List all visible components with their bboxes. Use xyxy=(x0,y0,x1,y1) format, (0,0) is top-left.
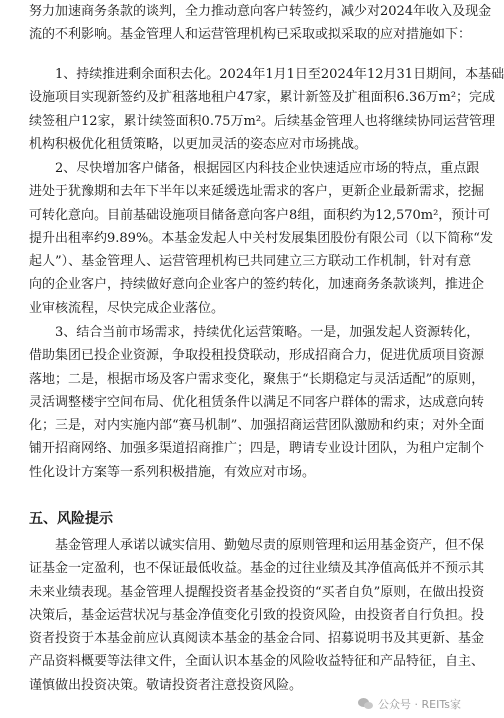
text-line: 努力加速商务条款的谈判，全力推动意向客户转签约，减少对2024年收入及现金 xyxy=(29,4,492,19)
text-line: 灵活调整楼宇空间布局、优化租赁条件以满足不同客户群体的需求，达成意向转 xyxy=(29,394,485,410)
risk-paragraph xyxy=(29,534,485,697)
text-line: 业审核流程，尽快完成企业落位。 xyxy=(29,300,225,316)
text-line: 基金管理人承诺以诚实信用、勤勉尽责的原则管理和运用基金资产，但不保 xyxy=(29,538,485,553)
text-line: 可转化意向。目前基础设施项目储备意向客户8组，面积约为12,570m²，预计可 xyxy=(29,207,491,223)
text-line: 性化设计方案等一系列积极措施，有效应对市场。 xyxy=(29,464,316,480)
text-line: 续签租户12家，累计续签面积0.75万m²。后续基金管理人也将继续协同运营管理 xyxy=(29,113,496,129)
measure-1-paragraph xyxy=(29,63,504,156)
watermark xyxy=(358,696,461,712)
text-line: 向的企业客户，持续做好意向企业客户的签约转化，加速商务条款谈判，推进企 xyxy=(29,277,485,293)
text-line: 机构积极优化租赁策略，以更加灵活的姿态应对市场挑战。 xyxy=(29,136,368,152)
text-line: 产品资料概要等法律文件，全面认识本基金的风险收益特征和产品特征，自主、 xyxy=(29,654,485,670)
measure-2-paragraph xyxy=(29,157,493,320)
text-line: 设施项目实现新签约及扩租落地租户47家，累计新签及扩租面积6.36万m²；完成 xyxy=(29,90,496,106)
text-line: 2、尽快增加客户储备，根据园区内科技企业快速适应市场的特点，重点跟 xyxy=(29,161,480,176)
text-line: 3、结合当前市场需求，持续优化运营策略。一是，加强发起人资源转化， xyxy=(29,325,480,340)
text-line: 证基金一定盈利，也不保证最低收益。基金的过往业绩及其净值高低并不预示其 xyxy=(29,561,485,577)
text-line: 落地；二是，根据市场及客户需求变化，聚焦于“长期稳定与灵活适配”的原则， xyxy=(29,371,485,387)
text-line: 化；三是，对内实施内部“赛马机制”、加强招商运营团队激励和约束；对外全面 xyxy=(29,418,485,434)
text-line: 未来业绩表现。基金管理人提醒投资者基金投资的“买者自负”原则，在做出投资 xyxy=(29,584,485,600)
text-line: 决策后，基金运营状况与基金净值变化引致的投资风险，由投资者自行负担。投 xyxy=(29,607,485,623)
section-heading-risk: 五、风险提示 xyxy=(29,511,113,527)
text-line: 提升出租率约9.89%。本基金发起人中关村发展集团股份有限公司（以下简称“发 xyxy=(29,230,493,246)
text-line: 铺开招商网络、加强多渠道招商推广；四是，聘请专业设计团队，为租户定制个 xyxy=(29,441,485,457)
watermark-text: 公众号 · REITs家 xyxy=(378,698,461,711)
measure-3-paragraph xyxy=(29,321,485,484)
text-line: 1、持续推进剩余面积去化。2024年1月1日至2024年12月31日期间，本基础 xyxy=(29,67,504,82)
wechat-icon xyxy=(358,698,374,710)
text-line: 借助集团已投企业资源，争取投租投贷联动，形成招商合力，促进优质项目资源 xyxy=(29,348,485,364)
text-line: 资者投资于本基金前应认真阅读本基金的基金合同、招募说明书及其更新、基金 xyxy=(29,631,485,647)
text-line: 谨慎做出投资决策。敬请投资者注意投资风险。 xyxy=(29,677,303,693)
text-line: 起人”）、基金管理人、运营管理机构已共同建立三方联动工作机制，针对有意 xyxy=(29,254,472,270)
text-line: 流的不利影响。基金管理人和运营管理机构已采取或拟采取的应对措施如下： xyxy=(29,27,472,43)
intro-paragraph xyxy=(29,0,492,47)
text-line: 进处于犹豫期和去年下半年以来延缓选址需求的客户，更新企业最新需求，挖掘 xyxy=(29,184,485,200)
